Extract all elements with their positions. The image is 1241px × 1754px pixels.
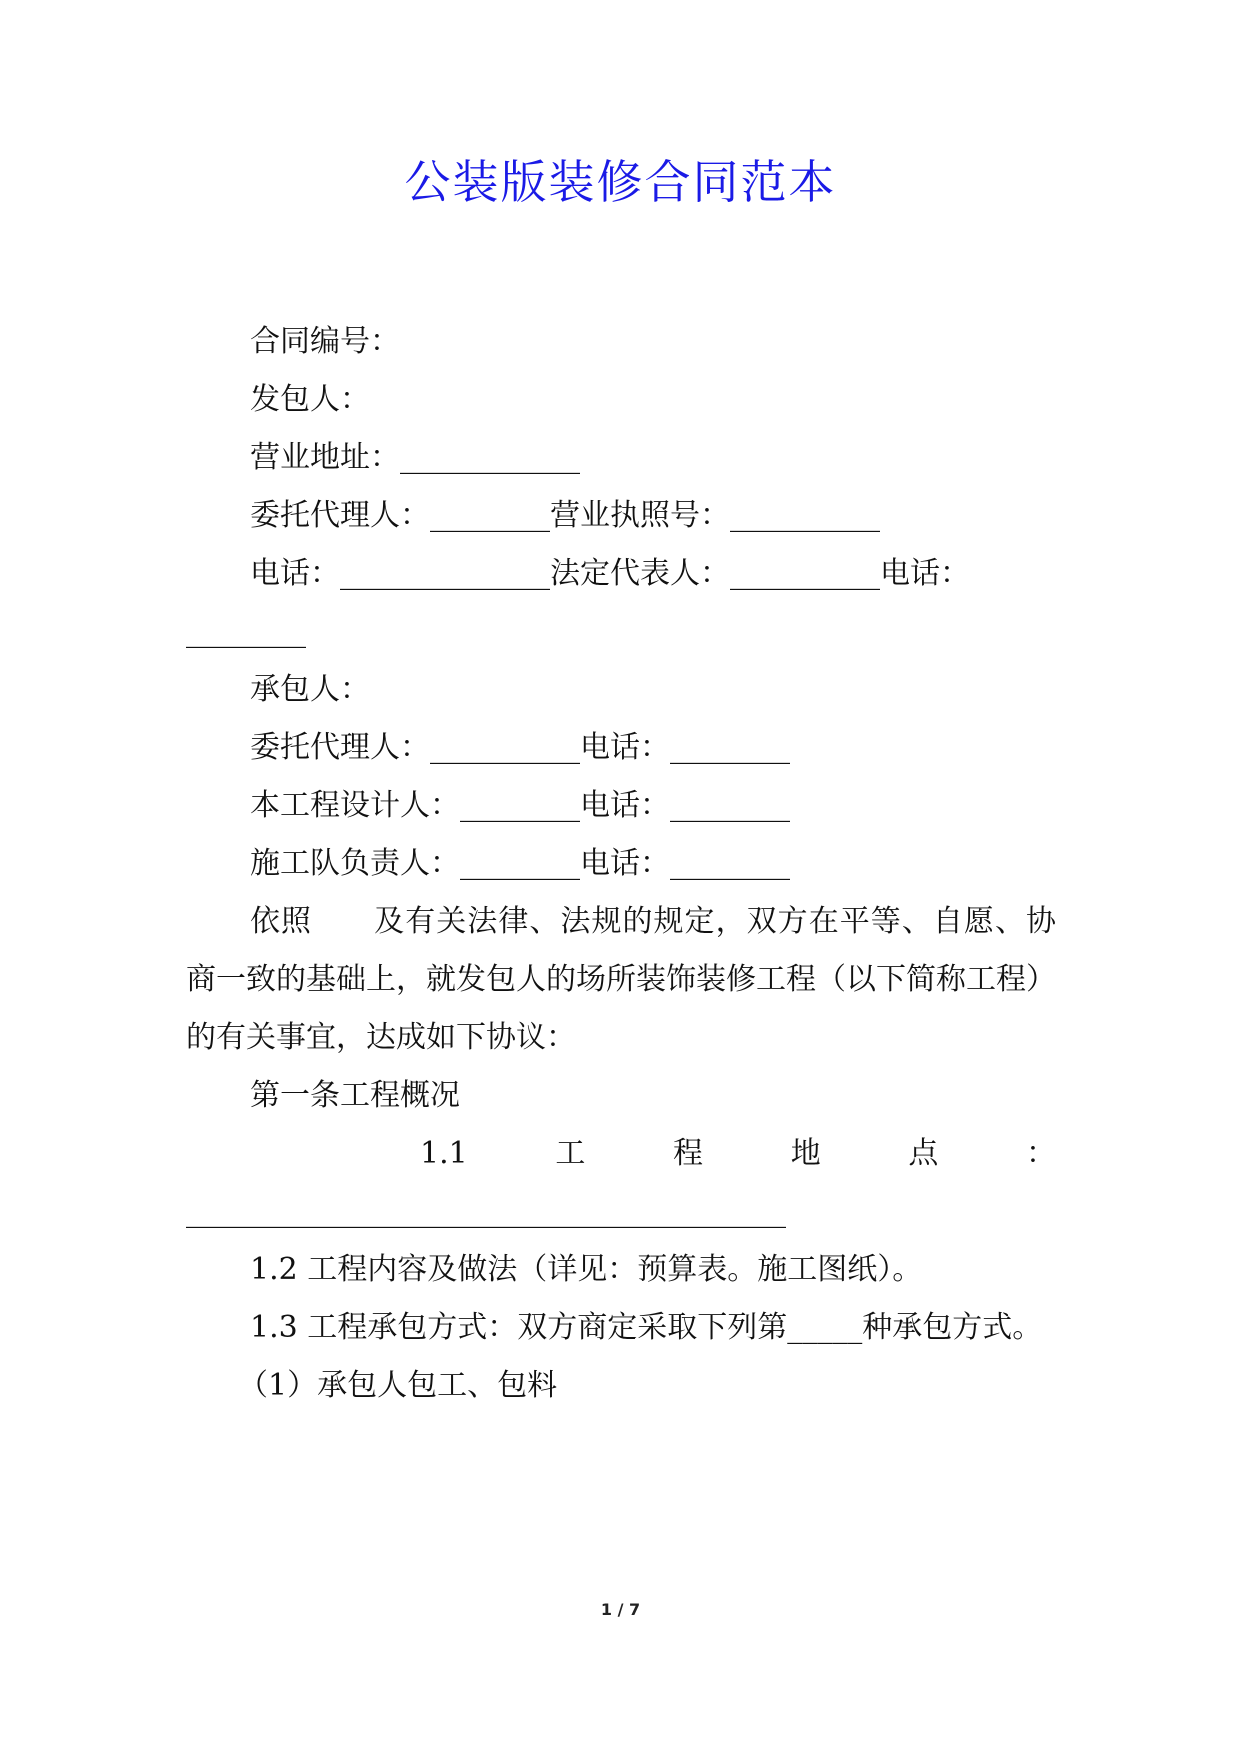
item-1-1-char-1: 工 [555,1136,586,1171]
item-1-1-colon: ： [1026,1136,1056,1171]
preamble-line-3: 的有关事宜，达成如下协议： [186,1020,576,1055]
business-address-line: 营业地址：____________ [250,440,580,475]
item-1-1-char-3: 地 [790,1136,821,1171]
employer-agent-line: 委托代理人：________营业执照号：__________ [250,498,880,533]
item-1-1-number: 1.1 [420,1136,468,1171]
contractor-line: 承包人： [250,672,370,707]
document-title: 公装版装修合同范本 [404,155,837,209]
item-1-2-line: 1.2 工程内容及做法（详见：预算表。施工图纸）。 [250,1252,923,1287]
item-1-3-line: 1.3 工程承包方式：双方商定采取下列第_____种承包方式。 [250,1310,1043,1345]
designer-line: 本工程设计人：________电话：________ [250,788,790,823]
preamble-line-2 [186,960,1056,1000]
page-indicator: 1 / 7 [600,1600,641,1619]
employer-phone-line: 电话：______________法定代表人：__________电话： [250,556,970,591]
item-1-1-char-4: 点 [908,1136,939,1171]
item-1-1-blank: ________________________________________ [186,1194,786,1229]
item-1-1-char-2: 程 [673,1136,704,1171]
preamble-line-1 [186,902,1056,942]
item-1-1-row [186,1134,1056,1174]
option-1-line: （1）承包人包工、包料 [238,1368,558,1403]
article-1-heading: 第一条工程概况 [250,1078,460,1113]
contractor-agent-line: 委托代理人：__________电话：________ [250,730,790,765]
employer-phone-blank: ________ [186,614,306,649]
preamble-text-2: 商一致的基础上，就发包人的场所装饰装修工程（以下简称工程） [186,962,1056,997]
contract-number-line: 合同编号： [250,324,400,359]
preamble-text-1: 依照 及有关法律、法规的规定，双方在平等、自愿、协 [250,904,1056,939]
team-leader-line: 施工队负责人：________电话：________ [250,846,790,881]
employer-line: 发包人： [250,382,370,417]
